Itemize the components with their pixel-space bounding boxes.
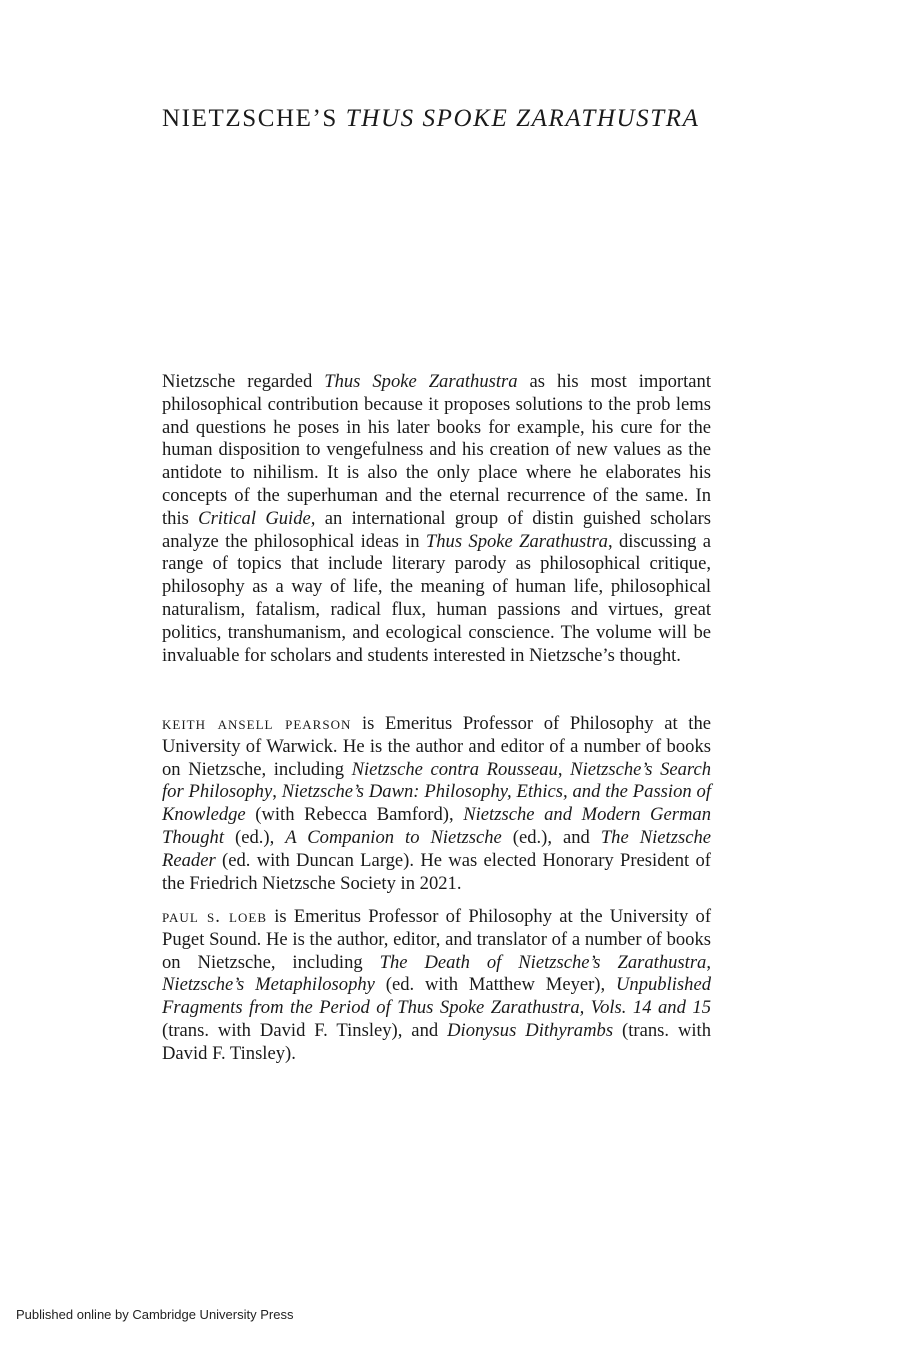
bio-text: (ed.), and	[501, 826, 601, 848]
author-name: keith ansell pearson	[162, 713, 352, 734]
author-bio-loeb	[162, 906, 711, 1066]
bio-text: is Emeritus Professor of Philosophy at the University of Puget Sound. He is the author, editor, and translator of a number of books on Nietzsche, including	[162, 906, 712, 973]
bio-text: is Emeritus Professor of Philosophy at the University of Warwick. He is the author and editor of a number of books on Nietzsche, including	[162, 713, 711, 780]
title-prefix: NIETZSCHE’S	[162, 105, 346, 132]
bio-italic: The Nietzsche Reader	[162, 826, 711, 871]
bio-italic: Dionysus Dithyrambs	[447, 1019, 614, 1041]
blurb-text: as his most important philosophical contribution because it proposes solutions to the prob lems and questions he poses in his later books for example, his cure for the human disposition to vengefulness and his creation of new values as the antidote to nihilism. It is also the only place where he elaborates his concepts of the superhuman and the eternal recurrence of the same. In this	[162, 371, 711, 529]
bio-italic: A Companion to Nietzsche	[285, 826, 502, 848]
bio-text: (ed. with Duncan Large). He was elected Honorary President of the Friedrich Nietzsche Society in 2021.	[162, 849, 711, 894]
blurb-italic: Critical Guide,	[198, 507, 316, 529]
bio-text: ,	[557, 758, 571, 780]
bio-italic: Nietzsche’s Metaphilosophy	[162, 974, 375, 996]
bio-italic: The Death of Nietzsche’s Zarathustra	[379, 951, 707, 973]
page-title	[162, 104, 722, 134]
blurb-text: , discussing a range of topics that include literary parody as philosophical critique, philosophy as a way of life, the meaning of human life, philosophical naturalism, fatalism, radical flux, human passions and virtues, great politics, transhumanism, and ecological conscience. The volume will be invaluable for scholars and students interested in Nietzsche’s thought.	[162, 530, 711, 666]
author-bio-pearson	[162, 713, 711, 895]
bio-italic: Nietzsche contra Rousseau	[351, 758, 558, 780]
bio-text: ,	[706, 951, 712, 973]
bio-italic: Nietzsche’s Search for Philosophy	[162, 758, 712, 803]
bio-text: ,	[272, 781, 282, 803]
blurb-italic: Thus Spoke Zarathustra	[425, 530, 608, 552]
author-name: paul s. loeb	[162, 906, 268, 927]
bio-italic: Nietzsche’s Dawn: Philosophy, Ethics, and the Passion of Knowledge	[162, 781, 712, 826]
blurb-italic: Thus Spoke Zarathustra	[324, 371, 518, 392]
bio-text: (trans. with David F. Tinsley).	[162, 1019, 712, 1064]
book-blurb	[162, 371, 711, 667]
publisher-footer: Published online by Cambridge University Press	[16, 1307, 294, 1322]
bio-italic: Unpublished Fragments from the Period of Thus Spoke Zarathustra, Vols. 14 and 15	[162, 974, 712, 1019]
bio-italic: Nietzsche and Modern German Thought	[162, 804, 711, 848]
bio-text: (with Rebecca Bamford),	[245, 804, 464, 826]
bio-text: (trans. with David F. Tinsley), and	[162, 1019, 448, 1041]
blurb-text: an international group of distin guished scholars analyze the philosophical ideas in	[162, 507, 712, 552]
bio-text: (ed.),	[224, 826, 286, 848]
title-italic: THUS SPOKE ZARATHUSTRA	[345, 105, 700, 132]
blurb-text: Nietzsche regarded	[162, 371, 325, 392]
bio-text: (ed. with Matthew Meyer),	[374, 974, 616, 996]
